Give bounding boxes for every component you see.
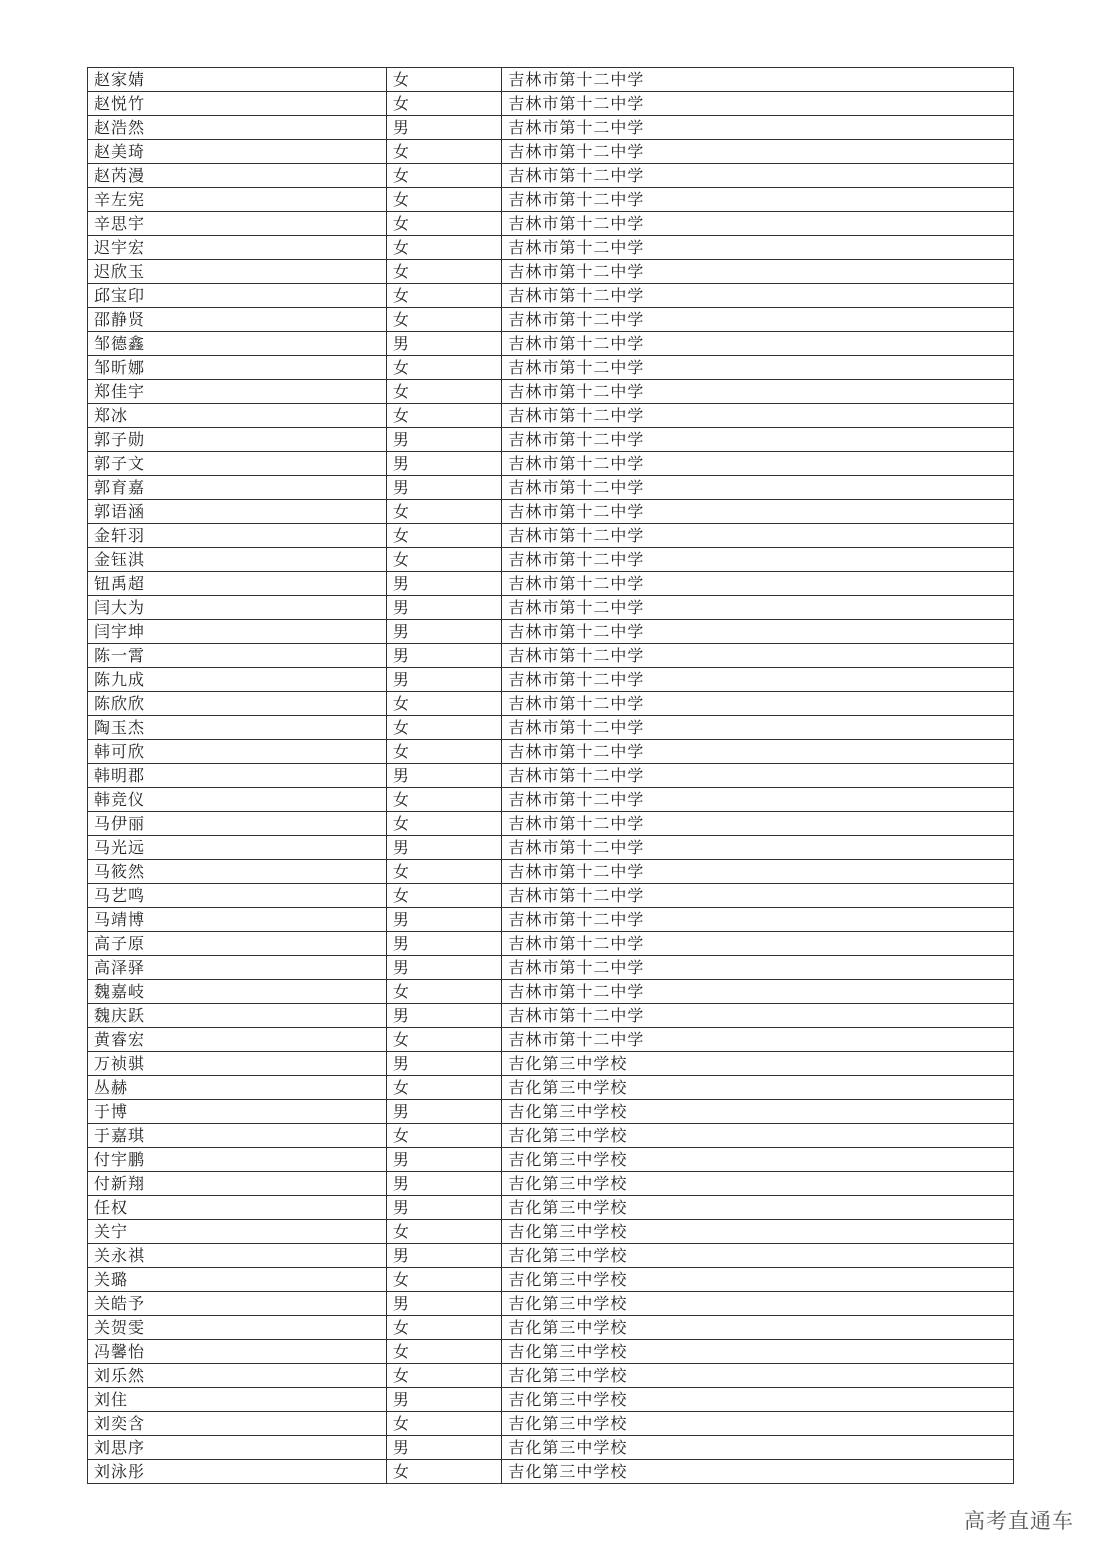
school-cell: 吉林市第十二中学: [502, 428, 1014, 452]
table-row: [88, 476, 1014, 500]
school-cell: 吉林市第十二中学: [502, 260, 1014, 284]
gender-cell: 女: [386, 92, 501, 116]
gender-cell: 女: [386, 524, 501, 548]
student-name-cell: 刘住: [88, 1388, 387, 1412]
table-row: [88, 980, 1014, 1004]
table-row: [88, 380, 1014, 404]
table-row: [88, 1340, 1014, 1364]
gender-cell: 男: [386, 1244, 501, 1268]
school-cell: 吉林市第十二中学: [502, 860, 1014, 884]
student-name-cell: 辛思宇: [88, 212, 387, 236]
school-cell: 吉林市第十二中学: [502, 1028, 1014, 1052]
student-name-cell: 黄睿宏: [88, 1028, 387, 1052]
student-name-cell: 万祯骐: [88, 1052, 387, 1076]
gender-cell: 女: [386, 1460, 501, 1484]
student-name-cell: 关宁: [88, 1220, 387, 1244]
gender-cell: 男: [386, 116, 501, 140]
gender-cell: 男: [386, 956, 501, 980]
student-name-cell: 金轩羽: [88, 524, 387, 548]
gender-cell: 女: [386, 68, 501, 92]
student-name-cell: 关贺雯: [88, 1316, 387, 1340]
gender-cell: 女: [386, 1076, 501, 1100]
gender-cell: 男: [386, 1292, 501, 1316]
gender-cell: 女: [386, 380, 501, 404]
gender-cell: 女: [386, 164, 501, 188]
school-cell: 吉化第三中学校: [502, 1388, 1014, 1412]
gender-cell: 女: [386, 356, 501, 380]
student-name-cell: 魏嘉岐: [88, 980, 387, 1004]
gender-cell: 男: [386, 572, 501, 596]
school-cell: 吉化第三中学校: [502, 1076, 1014, 1100]
school-cell: 吉林市第十二中学: [502, 356, 1014, 380]
table-row: [88, 1052, 1014, 1076]
student-name-cell: 赵家婧: [88, 68, 387, 92]
student-name-cell: 迟欣玉: [88, 260, 387, 284]
student-name-cell: 马艺鸣: [88, 884, 387, 908]
school-cell: 吉化第三中学校: [502, 1196, 1014, 1220]
gender-cell: 男: [386, 668, 501, 692]
gender-cell: 女: [386, 1364, 501, 1388]
table-row: [88, 548, 1014, 572]
school-cell: 吉林市第十二中学: [502, 524, 1014, 548]
gender-cell: 女: [386, 212, 501, 236]
student-name-cell: 韩可欣: [88, 740, 387, 764]
school-cell: 吉化第三中学校: [502, 1316, 1014, 1340]
school-cell: 吉林市第十二中学: [502, 812, 1014, 836]
table-row: [88, 356, 1014, 380]
table-row: [88, 92, 1014, 116]
school-cell: 吉化第三中学校: [502, 1292, 1014, 1316]
school-cell: 吉林市第十二中学: [502, 308, 1014, 332]
student-name-cell: 邱宝印: [88, 284, 387, 308]
table-row: [88, 908, 1014, 932]
school-cell: 吉林市第十二中学: [502, 740, 1014, 764]
table-row: [88, 764, 1014, 788]
gender-cell: 男: [386, 332, 501, 356]
table-row: [88, 500, 1014, 524]
student-name-cell: 关皓予: [88, 1292, 387, 1316]
table-row: [88, 116, 1014, 140]
gender-cell: 女: [386, 1412, 501, 1436]
table-row: [88, 668, 1014, 692]
table-row: [88, 1388, 1014, 1412]
student-name-cell: 冯馨怡: [88, 1340, 387, 1364]
gender-cell: 男: [386, 452, 501, 476]
student-name-cell: 赵美琦: [88, 140, 387, 164]
gender-cell: 女: [386, 1220, 501, 1244]
school-cell: 吉林市第十二中学: [502, 620, 1014, 644]
gender-cell: 男: [386, 428, 501, 452]
table-row: [88, 1004, 1014, 1028]
table-row: [88, 740, 1014, 764]
school-cell: 吉化第三中学校: [502, 1100, 1014, 1124]
student-name-cell: 任权: [88, 1196, 387, 1220]
school-cell: 吉林市第十二中学: [502, 1004, 1014, 1028]
gender-cell: 男: [386, 1172, 501, 1196]
student-name-cell: 闫大为: [88, 596, 387, 620]
student-name-cell: 于博: [88, 1100, 387, 1124]
table-row: [88, 404, 1014, 428]
student-list-body: [88, 68, 1014, 1484]
gender-cell: 男: [386, 932, 501, 956]
gender-cell: 女: [386, 1340, 501, 1364]
gender-cell: 女: [386, 140, 501, 164]
table-row: [88, 932, 1014, 956]
school-cell: 吉化第三中学校: [502, 1148, 1014, 1172]
watermark-text: 高考直通车: [964, 1509, 1074, 1533]
table-row: [88, 260, 1014, 284]
table-row: [88, 1100, 1014, 1124]
table-row: [88, 1172, 1014, 1196]
table-row: [88, 212, 1014, 236]
table-row: [88, 1460, 1014, 1484]
student-name-cell: 郭子勋: [88, 428, 387, 452]
school-cell: 吉林市第十二中学: [502, 836, 1014, 860]
table-row: [88, 1124, 1014, 1148]
school-cell: 吉林市第十二中学: [502, 596, 1014, 620]
student-name-cell: 马伊丽: [88, 812, 387, 836]
school-cell: 吉林市第十二中学: [502, 452, 1014, 476]
student-name-cell: 赵芮漫: [88, 164, 387, 188]
table-row: [88, 428, 1014, 452]
gender-cell: 男: [386, 1436, 501, 1460]
student-name-cell: 邹昕娜: [88, 356, 387, 380]
gender-cell: 女: [386, 284, 501, 308]
table-row: [88, 836, 1014, 860]
student-name-cell: 魏庆跃: [88, 1004, 387, 1028]
table-row: [88, 1028, 1014, 1052]
school-cell: 吉林市第十二中学: [502, 404, 1014, 428]
table-row: [88, 188, 1014, 212]
student-name-cell: 邹德鑫: [88, 332, 387, 356]
student-name-cell: 钮禹超: [88, 572, 387, 596]
student-name-cell: 辛左宪: [88, 188, 387, 212]
school-cell: 吉化第三中学校: [502, 1172, 1014, 1196]
student-name-cell: 陶玉杰: [88, 716, 387, 740]
school-cell: 吉化第三中学校: [502, 1412, 1014, 1436]
gender-cell: 女: [386, 860, 501, 884]
gender-cell: 女: [386, 884, 501, 908]
student-list-table: [87, 67, 1014, 1484]
table-row: [88, 788, 1014, 812]
student-name-cell: 郭育嘉: [88, 476, 387, 500]
table-row: [88, 956, 1014, 980]
student-name-cell: 高子原: [88, 932, 387, 956]
table-row: [88, 596, 1014, 620]
school-cell: 吉化第三中学校: [502, 1436, 1014, 1460]
student-name-cell: 刘泳彤: [88, 1460, 387, 1484]
school-cell: 吉化第三中学校: [502, 1364, 1014, 1388]
table-row: [88, 284, 1014, 308]
school-cell: 吉化第三中学校: [502, 1244, 1014, 1268]
student-name-cell: 金钰淇: [88, 548, 387, 572]
school-cell: 吉林市第十二中学: [502, 92, 1014, 116]
school-cell: 吉林市第十二中学: [502, 212, 1014, 236]
student-name-cell: 郭语涵: [88, 500, 387, 524]
table-row: [88, 812, 1014, 836]
gender-cell: 男: [386, 1100, 501, 1124]
gender-cell: 女: [386, 1028, 501, 1052]
school-cell: 吉林市第十二中学: [502, 884, 1014, 908]
table-row: [88, 572, 1014, 596]
gender-cell: 女: [386, 1268, 501, 1292]
student-name-cell: 于嘉琪: [88, 1124, 387, 1148]
school-cell: 吉林市第十二中学: [502, 716, 1014, 740]
gender-cell: 男: [386, 644, 501, 668]
school-cell: 吉林市第十二中学: [502, 188, 1014, 212]
table-row: [88, 1364, 1014, 1388]
table-row: [88, 236, 1014, 260]
student-name-cell: 丛赫: [88, 1076, 387, 1100]
gender-cell: 女: [386, 500, 501, 524]
gender-cell: 男: [386, 764, 501, 788]
gender-cell: 男: [386, 620, 501, 644]
student-name-cell: 郑冰: [88, 404, 387, 428]
school-cell: 吉化第三中学校: [502, 1220, 1014, 1244]
student-name-cell: 关璐: [88, 1268, 387, 1292]
table-row: [88, 164, 1014, 188]
gender-cell: 女: [386, 980, 501, 1004]
student-name-cell: 马靖博: [88, 908, 387, 932]
table-row: [88, 1268, 1014, 1292]
school-cell: 吉林市第十二中学: [502, 164, 1014, 188]
table-row: [88, 620, 1014, 644]
student-name-cell: 韩竞仪: [88, 788, 387, 812]
gender-cell: 男: [386, 1004, 501, 1028]
school-cell: 吉林市第十二中学: [502, 908, 1014, 932]
school-cell: 吉林市第十二中学: [502, 980, 1014, 1004]
table-row: [88, 452, 1014, 476]
student-name-cell: 郭子文: [88, 452, 387, 476]
school-cell: 吉化第三中学校: [502, 1460, 1014, 1484]
table-row: [88, 1220, 1014, 1244]
gender-cell: 女: [386, 1124, 501, 1148]
school-cell: 吉林市第十二中学: [502, 788, 1014, 812]
table-row: [88, 1148, 1014, 1172]
table-row: [88, 692, 1014, 716]
table-row: [88, 1316, 1014, 1340]
school-cell: 吉林市第十二中学: [502, 932, 1014, 956]
gender-cell: 女: [386, 716, 501, 740]
school-cell: 吉林市第十二中学: [502, 668, 1014, 692]
table-row: [88, 1196, 1014, 1220]
table-row: [88, 68, 1014, 92]
student-name-cell: 刘乐然: [88, 1364, 387, 1388]
table-row: [88, 332, 1014, 356]
student-name-cell: 陈欣欣: [88, 692, 387, 716]
gender-cell: 男: [386, 1196, 501, 1220]
student-name-cell: 赵悦竹: [88, 92, 387, 116]
table-row: [88, 884, 1014, 908]
school-cell: 吉林市第十二中学: [502, 764, 1014, 788]
school-cell: 吉化第三中学校: [502, 1268, 1014, 1292]
gender-cell: 男: [386, 1388, 501, 1412]
gender-cell: 女: [386, 404, 501, 428]
student-name-cell: 付新翔: [88, 1172, 387, 1196]
table-row: [88, 860, 1014, 884]
student-name-cell: 刘思序: [88, 1436, 387, 1460]
student-name-cell: 马光远: [88, 836, 387, 860]
school-cell: 吉林市第十二中学: [502, 140, 1014, 164]
student-name-cell: 韩明郡: [88, 764, 387, 788]
gender-cell: 男: [386, 836, 501, 860]
school-cell: 吉林市第十二中学: [502, 332, 1014, 356]
student-name-cell: 陈一霄: [88, 644, 387, 668]
student-name-cell: 赵浩然: [88, 116, 387, 140]
school-cell: 吉化第三中学校: [502, 1052, 1014, 1076]
school-cell: 吉林市第十二中学: [502, 572, 1014, 596]
table-row: [88, 644, 1014, 668]
gender-cell: 男: [386, 1148, 501, 1172]
gender-cell: 女: [386, 740, 501, 764]
gender-cell: 男: [386, 596, 501, 620]
gender-cell: 女: [386, 236, 501, 260]
student-name-cell: 高泽驿: [88, 956, 387, 980]
student-name-cell: 关永祺: [88, 1244, 387, 1268]
gender-cell: 男: [386, 476, 501, 500]
student-name-cell: 迟宇宏: [88, 236, 387, 260]
school-cell: 吉林市第十二中学: [502, 500, 1014, 524]
school-cell: 吉林市第十二中学: [502, 644, 1014, 668]
student-name-cell: 刘奕含: [88, 1412, 387, 1436]
school-cell: 吉化第三中学校: [502, 1124, 1014, 1148]
table-row: [88, 1076, 1014, 1100]
gender-cell: 男: [386, 908, 501, 932]
gender-cell: 女: [386, 788, 501, 812]
school-cell: 吉林市第十二中学: [502, 284, 1014, 308]
school-cell: 吉林市第十二中学: [502, 68, 1014, 92]
gender-cell: 女: [386, 188, 501, 212]
school-cell: 吉林市第十二中学: [502, 956, 1014, 980]
school-cell: 吉林市第十二中学: [502, 476, 1014, 500]
gender-cell: 女: [386, 260, 501, 284]
table-row: [88, 140, 1014, 164]
table-row: [88, 1412, 1014, 1436]
table-row: [88, 1436, 1014, 1460]
school-cell: 吉化第三中学校: [502, 1340, 1014, 1364]
gender-cell: 女: [386, 692, 501, 716]
student-name-cell: 郑佳宇: [88, 380, 387, 404]
student-name-cell: 马筱然: [88, 860, 387, 884]
gender-cell: 女: [386, 548, 501, 572]
school-cell: 吉林市第十二中学: [502, 692, 1014, 716]
student-name-cell: 付宇鹏: [88, 1148, 387, 1172]
student-name-cell: 邵静贤: [88, 308, 387, 332]
school-cell: 吉林市第十二中学: [502, 548, 1014, 572]
table-row: [88, 308, 1014, 332]
gender-cell: 男: [386, 1052, 501, 1076]
table-row: [88, 1244, 1014, 1268]
gender-cell: 女: [386, 308, 501, 332]
gender-cell: 女: [386, 812, 501, 836]
student-name-cell: 闫宇坤: [88, 620, 387, 644]
student-name-cell: 陈九成: [88, 668, 387, 692]
table-row: [88, 716, 1014, 740]
table-row: [88, 1292, 1014, 1316]
gender-cell: 女: [386, 1316, 501, 1340]
table-row: [88, 524, 1014, 548]
school-cell: 吉林市第十二中学: [502, 236, 1014, 260]
school-cell: 吉林市第十二中学: [502, 116, 1014, 140]
school-cell: 吉林市第十二中学: [502, 380, 1014, 404]
